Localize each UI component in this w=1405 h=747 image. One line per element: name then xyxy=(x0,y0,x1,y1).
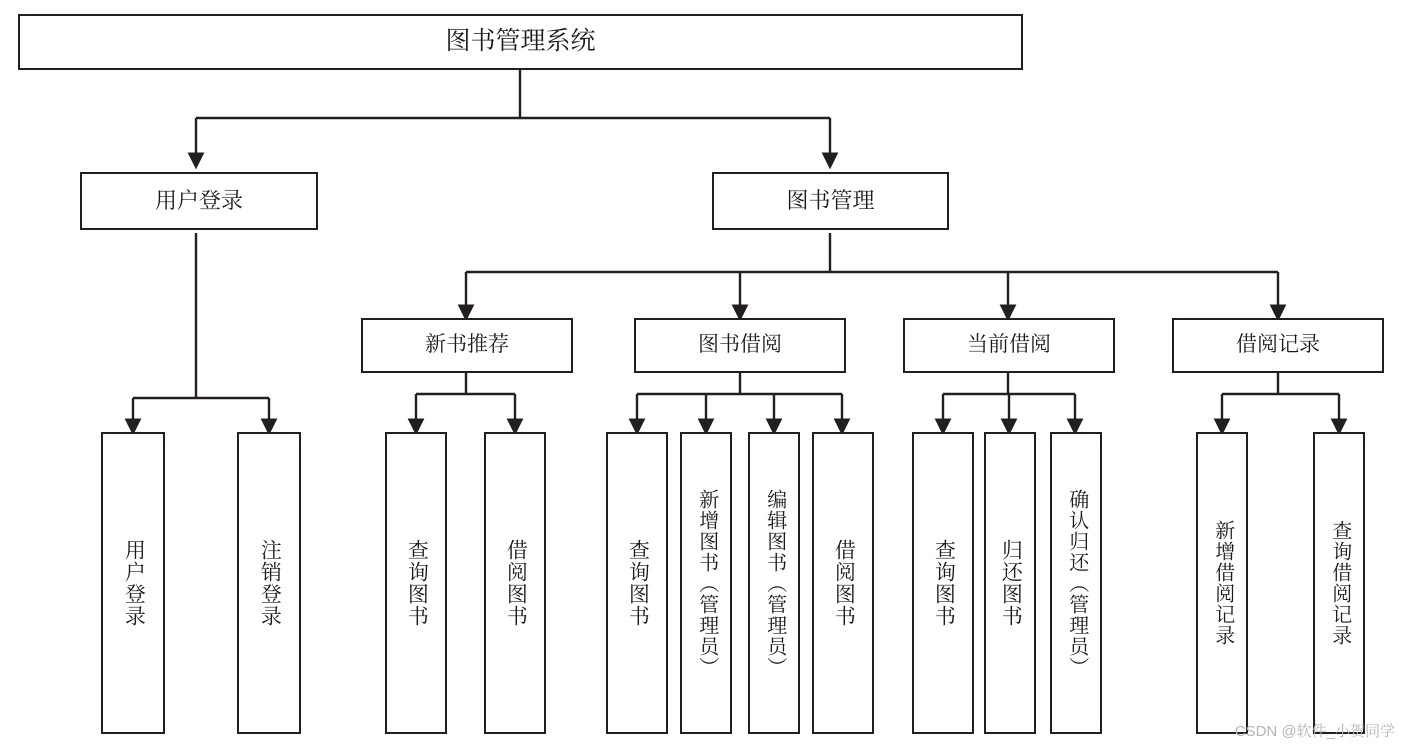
leaf-borrow-book-2[interactable] xyxy=(812,432,874,734)
node-user-login-label: 用户登录 xyxy=(154,188,243,214)
leaf-logout[interactable] xyxy=(237,432,301,734)
leaf-user-login[interactable] xyxy=(101,432,165,734)
leaf-query-record-label: 查询借阅记录 xyxy=(1328,520,1351,646)
leaf-confirm-return-label: 确认归还（管理员） xyxy=(1065,488,1088,678)
leaf-borrow-book-1-label: 借阅图书 xyxy=(504,539,528,627)
leaf-edit-book-label: 编辑图书（管理员） xyxy=(763,488,786,678)
node-new-book-recommend-label: 新书推荐 xyxy=(425,333,509,357)
node-current-borrow[interactable] xyxy=(903,318,1115,373)
node-root[interactable] xyxy=(18,14,1023,70)
node-book-borrow[interactable] xyxy=(634,318,846,373)
node-borrow-records[interactable] xyxy=(1172,318,1384,373)
leaf-add-record-label: 新增借阅记录 xyxy=(1211,520,1234,646)
leaf-user-login-label: 用户登录 xyxy=(122,539,146,627)
leaf-logout-label: 注销登录 xyxy=(258,539,282,627)
leaf-query-book-2[interactable] xyxy=(606,432,668,734)
leaf-add-book[interactable] xyxy=(680,432,732,734)
leaf-add-book-label: 新增图书（管理员） xyxy=(695,488,718,678)
leaf-return-book[interactable] xyxy=(984,432,1036,734)
leaf-query-book-3-label: 查询图书 xyxy=(932,539,956,627)
leaf-confirm-return[interactable] xyxy=(1050,432,1102,734)
node-current-borrow-label: 当前借阅 xyxy=(967,333,1051,357)
leaf-edit-book[interactable] xyxy=(748,432,800,734)
node-book-management-label: 图书管理 xyxy=(786,188,875,214)
node-new-book-recommend[interactable] xyxy=(361,318,573,373)
node-user-login[interactable] xyxy=(80,172,318,230)
node-book-borrow-label: 图书借阅 xyxy=(698,333,782,357)
watermark-text: CSDN @软件_小贺同学 xyxy=(1234,723,1395,740)
node-root-label: 图书管理系统 xyxy=(445,27,596,56)
leaf-query-record[interactable] xyxy=(1313,432,1365,734)
leaf-query-book-3[interactable] xyxy=(912,432,974,734)
leaf-query-book-1-label: 查询图书 xyxy=(405,539,429,627)
leaf-borrow-book-1[interactable] xyxy=(484,432,546,734)
leaf-add-record[interactable] xyxy=(1196,432,1248,734)
leaf-borrow-book-2-label: 借阅图书 xyxy=(832,539,856,627)
node-borrow-records-label: 借阅记录 xyxy=(1236,333,1320,357)
leaf-query-book-1[interactable] xyxy=(385,432,447,734)
node-book-management[interactable] xyxy=(712,172,949,230)
leaf-return-book-label: 归还图书 xyxy=(999,539,1023,627)
leaf-query-book-2-label: 查询图书 xyxy=(626,539,650,627)
